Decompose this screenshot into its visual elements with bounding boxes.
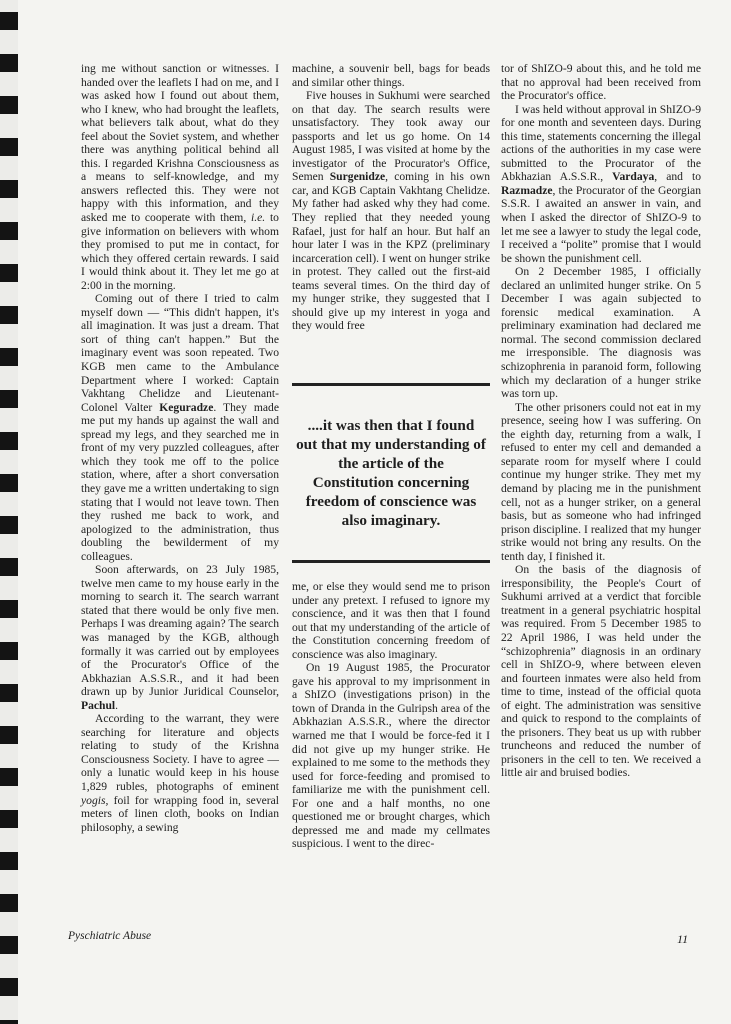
paragraph: Soon afterwards, on 23 July 1985, twelve men came to my house early in the morning to search it. The search warrant stated that there would be only five men. Perhaps I was dreaming again? The search was managed by the KGB, although formally it was carried out by employees of the Procurator's Office of the Abkhazian A.S.S.R., and it had been drawn up by Junior Juridical Counselor, Pachul. <box>81 563 279 712</box>
paragraph: Five houses in Sukhumi were searched on that day. The search results were unsatisfactory. They took away our passports and let us go home. On 14 August 1985, I was visited at home by the investigator of the Procurator's Office, Semen Surgenidze, coming in his own car, and KGB Captain Vakhtang Chelidze. My father had asked why they had come. They replied that they needed young Rafael, just for half an hour. But half an hour later I was in the KPZ (preliminary incarceration cell). I went on hunger strike in protest. They called out the first-aid teams several times. On the third day of my hunger strike, they suggested that I should give up my interest in yoga and they would free <box>292 89 490 333</box>
paragraph: I was held without approval in ShIZO-9 for one month and seventeen days. During this time, statements concerning the illegal actions of the authorities in my case were submitted to the Procurator of the Abkhazian A.S.S.R., Vardaya, and to Razmadze, the Procurator of the Georgian S.S.R. I awaited an answer in vain, and when I asked the director of ShIZO-9 to let me see a lawyer to study the legal code, I received a “polite” promise that I would be shown the punishment cell. <box>501 102 701 265</box>
column-1 <box>81 62 279 834</box>
paragraph: On the basis of the diagnosis of irresponsibility, the People's Court of Sukhumi arrived at a verdict that forcible treatment in a general psychiatric hospital was required. From 5 December 1985 to 22 April 1986, I was held under the “schizophrenia” diagnosis in an ordinary cell in ShIZO-9, where between eleven and fourteen inmates were also held from time to time, instead of the official quota of eight. The administration was sensitive and quick to respond to the complaints of the prisoners. They beat us up with rubber truncheons and reduced the number of prisoners in the cell to ten. We received a little air and bruised bodies. <box>501 563 701 780</box>
paragraph: me, or else they would send me to prison under any pretext. I refused to ignore my conscience, and it was then that I found out that my understanding of the article of the Constitution concerning freedom of conscience was also imaginary. <box>292 580 490 661</box>
paragraph: tor of ShIZO-9 about this, and he told me that no approval had been received from the Procurator's office. <box>501 62 701 103</box>
column-2-top <box>292 62 490 333</box>
pull-quote: ....it was then that I found out that my understanding of the article of the Constitution concerning freedom of conscience was also imaginary. <box>296 417 486 529</box>
paragraph: On 19 August 1985, the Procurator gave his approval to my imprisonment in a ShIZO (investigations prison) in the town of Dranda in the Gulripsh area of the Abkhazian A.S.S.R., where the director warned me that I would be force-fed it I did not give up my hunger strike. He explained to me some to the methods they used for force-feeding and promised to familiarize me with the punishment cell. For one and a half months, no one questioned me or brought charges, which depressed me and made my cellmates suspicious. I went to the direc- <box>292 661 490 851</box>
paragraph: Coming out of there I tried to calm myself down — “This didn't happen, it's all imagination. It was just a dream. That sort of thing can't happen.” But the imaginary event was soon repeated. Two KGB men came to the Ambulance Department where I worked: Captain Vakhtang Chelidze and Lieutenant-Colonel Valter Keguradze. They made me put my hands up against the wall and spread my legs, and they searched me in front of my very puzzled colleagues, after which they took me off to the police station, where, after a short conversation they gave me a written undertaking to sign stating that I would not leave town. Then they rushed me back to work, and apologized to the administration, thus doubling the bewilderment of my colleagues. <box>81 292 280 563</box>
paragraph: According to the warrant, they were searching for literature and objects relating to study of the Krishna Consciousness Society. I have to agree — only a lunatic would keep in his house 1,829 rubles, photographs of eminent yogis, foil for wrapping food in, several meters of linen cloth, books on Indian philosophy, a sewing <box>81 712 279 834</box>
running-footer: Pyschiatric Abuse <box>68 930 152 942</box>
column-3 <box>501 62 701 780</box>
paragraph: machine, a souvenir bell, bags for beads and similar other things. <box>292 62 490 89</box>
paragraph: ing me without sanction or witnesses. I handed over the leaflets I had on me, and I was asked how I found out about them, who I knew, who had brought the leaflets, what believers talk about, what do they feel about the Soviet system, and whether there was anything political behind all this. I regarded Krishna Consciousness as a means to self-knowledge, and my answers reflected this. They were not happy with this information, and they asked me to cooperate with them, i.e. to give information on believers with whom they promised to put me in contact, for which they offered certain rewards. I said I would think about it. They let me go at 2:00 in the morning. <box>81 62 279 292</box>
column-2-bottom <box>292 580 490 851</box>
paragraph: The other prisoners could not eat in my presence, seeing how I was suffering. On the eighth day, returning from a walk, I refused to enter my cell and demanded a separate room for myself where I could continue my hunger strike. They met my demand by placing me in the punishment cell, not as a hunger striker, on a general basis, but as someone who had infringed prison discipline. I realized that my hunger strike would not bring any results. On the tenth day, I finished it. <box>501 400 701 563</box>
paragraph: On 2 December 1985, I officially declared an unlimited hunger strike. On 5 December I was again subjected to forensic medical examination. A preliminary examination had declared me normal. The second commission declared me irresponsible. The diagnosis was schizophrenia in paranoid form, following which my declaration of a hunger strike was torn up. <box>501 265 701 401</box>
pull-quote-box <box>292 383 490 563</box>
spiral-binding <box>0 0 26 1024</box>
page-number: 11 <box>677 932 689 946</box>
